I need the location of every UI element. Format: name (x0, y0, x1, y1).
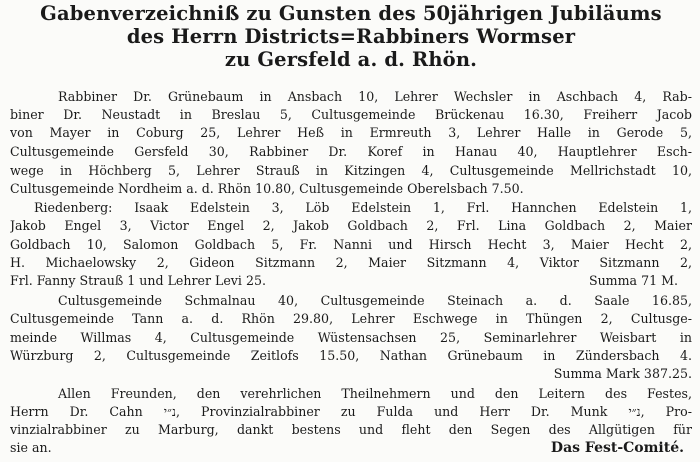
riedenberg-line: H. Michaelowsky 2, Gideon Sitzmann 2, Maier Sitzmann 4, Viktor Sitzmann 2, (10, 255, 692, 270)
riedenberg-last-line (10, 272, 692, 290)
riedenberg-line: Goldbach 10, Salomon Goldbach 5, Fr. Nanni und Hirsch Hecht 3, Maier Hecht 2, (10, 237, 692, 252)
donor-line: Rabbiner Dr. Grünebaum in Ansbach 10, Lehrer Wechsler in Aschbach 4, Rab- (58, 89, 692, 104)
riedenberg-line: Jakob Engel 3, Victor Engel 2, Jakob Goldbach 2, Frl. Lina Goldbach 2, Maier (10, 218, 692, 233)
total-sum: Summa Mark 387.25. (553, 366, 692, 381)
donor-line: wege in Höchberg 5, Lehrer Strauß in Kitzingen 4, Cultusgemeinde Mellrichstadt 10, (10, 163, 692, 178)
riedenberg-line: Riedenberg: Isaak Edelstein 3, Löb Edelstein 1, Frl. Hannchen Edelstein 1, (34, 200, 692, 215)
donor-line: Cultusgemeinde Schmalnau 40, Cultusgemeinde Steinach a. d. Saale 16.85, (58, 293, 692, 308)
thanks-last-line (10, 439, 692, 457)
donor-line: meinde Willmas 4, Cultusgemeinde Wüstensachsen 25, Seminarlehrer Weisbart in (10, 330, 692, 345)
donor-line: biner Dr. Neustadt in Breslau 5, Cultusgemeinde Brückenau 16.30, Freiherr Jacob (10, 107, 692, 122)
thanks-line: Herrn Dr. Cahn נ״י, Provinzialrabbiner zu Fulda und Herr Dr. Munk נ״י, Pro- (10, 404, 692, 419)
riedenberg-line-text: Frl. Fanny Strauß 1 und Lehrer Levi 25. (10, 273, 266, 288)
signature: Das Fest-Comité. (550, 440, 684, 456)
title-line-3: zu Gersfeld a. d. Rhön. (224, 48, 478, 71)
donor-line: Cultusgemeinde Nordheim a. d. Rhön 10.80, Cultusgemeinde Oberelsbach 7.50. (10, 181, 524, 196)
donor-line: Cultusgemeinde Tann a. d. Rhön 29.80, Lehrer Eschwege in Thüngen 2, Cultusge- (10, 311, 692, 326)
thanks-line: vinzialrabbiner zu Marburg, dankt bestens und fleht den Segen des Allgütigen für (10, 422, 692, 437)
donor-line: von Mayer in Coburg 25, Lehrer Heß in Ermreuth 3, Lehrer Halle in Gerode 5, (10, 125, 692, 140)
thanks-line: Allen Freunden, den verehrlichen Theilnehmern und den Leitern des Festes, (58, 386, 692, 401)
title-line-1: Gabenverzeichniß zu Gunsten des 50jährigen Jubiläums (40, 2, 662, 25)
donor-line: Cultusgemeinde Gersfeld 30, Rabbiner Dr. Koref in Hanau 40, Hauptlehrer Esch- (10, 144, 692, 159)
riedenberg-sum: Summa 71 M. (588, 273, 678, 288)
title-line-2: des Herrn Districts=Rabbiners Wormser (126, 25, 576, 48)
donor-line: Würzburg 2, Cultusgemeinde Zeitlofs 15.50, Nathan Grünebaum in Zündersbach 4. (10, 348, 692, 363)
thanks-line-text: sie an. (10, 440, 52, 455)
